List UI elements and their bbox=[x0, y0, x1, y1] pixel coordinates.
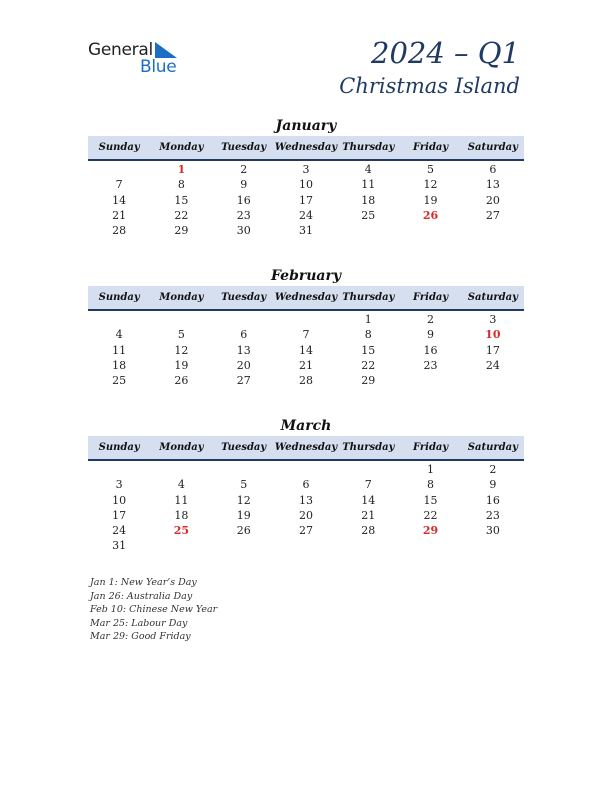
day-cell: 6 bbox=[489, 163, 497, 176]
weekday-header bbox=[88, 436, 524, 461]
week-row bbox=[88, 177, 524, 192]
day-cell: 14 bbox=[112, 193, 127, 207]
day-cell: 20 bbox=[298, 508, 313, 522]
day-cell: 3 bbox=[302, 163, 310, 176]
weekday-label: Wednesday bbox=[274, 292, 338, 303]
week-row bbox=[88, 312, 524, 327]
weekday-label: Wednesday bbox=[274, 142, 338, 153]
day-cell: 8 bbox=[177, 178, 185, 192]
day-cell: 23 bbox=[485, 508, 500, 522]
day-cell: 13 bbox=[485, 178, 500, 192]
day-cell bbox=[88, 162, 150, 177]
day-cell bbox=[399, 538, 461, 553]
day-cell bbox=[275, 538, 337, 553]
day-cell: 24 bbox=[298, 208, 313, 222]
day-cell: 27 bbox=[298, 524, 313, 538]
holiday-notes bbox=[90, 576, 217, 644]
day-cell: 2 bbox=[427, 313, 435, 326]
day-cell: 9 bbox=[240, 178, 248, 192]
holiday-note: Feb 10: Chinese New Year bbox=[90, 604, 218, 616]
day-cell bbox=[275, 312, 337, 327]
day-cell: 30 bbox=[236, 224, 251, 238]
day-cell: 4 bbox=[364, 163, 372, 176]
weekday-label: Thursday bbox=[342, 292, 395, 303]
day-cell: 16 bbox=[485, 493, 500, 507]
day-cell: 10 bbox=[298, 178, 313, 192]
day-cell bbox=[399, 373, 461, 388]
day-cell: 31 bbox=[112, 539, 127, 553]
day-cell: 7 bbox=[302, 328, 310, 342]
holiday-note: Jan 1: New Year’s Day bbox=[90, 577, 197, 588]
weekday-label: Friday bbox=[412, 442, 449, 453]
week-row bbox=[88, 493, 524, 508]
day-cell: 11 bbox=[112, 343, 127, 357]
day-cell: 2 bbox=[240, 163, 248, 176]
day-cell: 6 bbox=[240, 328, 248, 342]
day-cell bbox=[462, 538, 524, 553]
day-cell: 31 bbox=[298, 224, 313, 238]
month-february bbox=[88, 267, 524, 388]
weekday-label: Friday bbox=[412, 142, 449, 153]
day-cell: 3 bbox=[115, 478, 123, 492]
day-cell: 1 bbox=[427, 463, 435, 476]
day-cell: 16 bbox=[236, 193, 251, 207]
weekday-label: Sunday bbox=[98, 442, 140, 453]
day-cell bbox=[150, 538, 212, 553]
day-cell bbox=[337, 223, 399, 238]
day-cell: 29 bbox=[174, 224, 189, 238]
day-cell: 13 bbox=[236, 343, 251, 357]
logo-text-general: General bbox=[88, 40, 153, 60]
day-cell bbox=[337, 462, 399, 477]
day-cell: 14 bbox=[361, 493, 376, 507]
day-cell: 12 bbox=[423, 178, 438, 192]
holiday-note: Jan 26: Australia Day bbox=[90, 590, 193, 602]
weekday-label: Thursday bbox=[342, 442, 395, 453]
month-march bbox=[88, 417, 524, 554]
day-cell: 18 bbox=[361, 193, 376, 207]
week-row bbox=[88, 477, 524, 492]
holiday-note: Mar 25: Labour Day bbox=[90, 617, 188, 629]
day-cell: 22 bbox=[423, 508, 438, 522]
day-cell: 20 bbox=[236, 358, 251, 372]
day-cell bbox=[88, 462, 150, 477]
day-cell: 13 bbox=[298, 493, 313, 507]
day-cell: 21 bbox=[112, 208, 127, 222]
holiday-day-cell: 1 bbox=[177, 163, 186, 176]
day-cell: 30 bbox=[485, 524, 500, 538]
day-cell bbox=[337, 538, 399, 553]
day-cell: 17 bbox=[112, 508, 127, 522]
day-cell: 27 bbox=[236, 374, 251, 388]
week-row bbox=[88, 508, 524, 523]
day-cell: 22 bbox=[174, 208, 189, 222]
day-cell: 25 bbox=[361, 208, 376, 222]
day-cell: 23 bbox=[423, 358, 438, 372]
week-row bbox=[88, 162, 524, 177]
month-name: February bbox=[270, 268, 341, 284]
week-row bbox=[88, 462, 524, 477]
day-cell: 18 bbox=[174, 508, 189, 522]
day-cell: 15 bbox=[174, 193, 189, 207]
page-subtitle: Christmas Island bbox=[339, 74, 520, 98]
holiday-day-cell: 25 bbox=[173, 524, 190, 538]
month-name: January bbox=[275, 118, 337, 134]
day-cell bbox=[213, 538, 275, 553]
day-cell: 6 bbox=[302, 478, 310, 492]
logo-text-blue: Blue bbox=[140, 57, 177, 77]
week-row bbox=[88, 223, 524, 238]
weekday-label: Sunday bbox=[98, 142, 140, 153]
weekday-header bbox=[88, 286, 524, 311]
day-cell: 24 bbox=[112, 524, 127, 538]
day-cell: 19 bbox=[174, 358, 189, 372]
day-cell: 28 bbox=[361, 524, 376, 538]
day-cell bbox=[150, 462, 212, 477]
weekday-label: Wednesday bbox=[274, 442, 338, 453]
week-row bbox=[88, 373, 524, 388]
weekday-label: Tuesday bbox=[221, 442, 267, 453]
day-cell: 17 bbox=[298, 193, 313, 207]
day-cell: 8 bbox=[427, 478, 435, 492]
day-cell: 26 bbox=[236, 524, 251, 538]
weekday-label: Tuesday bbox=[221, 142, 267, 153]
day-cell: 14 bbox=[298, 343, 313, 357]
weekday-label: Saturday bbox=[467, 292, 518, 303]
day-cell: 9 bbox=[489, 478, 497, 492]
day-cell: 15 bbox=[423, 493, 438, 507]
day-cell: 23 bbox=[236, 208, 251, 222]
holiday-day-cell: 10 bbox=[485, 328, 501, 342]
weekday-label: Monday bbox=[159, 442, 204, 453]
week-row bbox=[88, 193, 524, 208]
day-cell: 28 bbox=[112, 224, 127, 238]
day-cell: 28 bbox=[298, 374, 313, 388]
day-cell: 27 bbox=[485, 208, 500, 222]
week-row bbox=[88, 523, 524, 538]
holiday-note: Mar 29: Good Friday bbox=[90, 631, 191, 643]
week-row bbox=[88, 358, 524, 373]
day-cell: 20 bbox=[485, 193, 500, 207]
day-cell: 1 bbox=[364, 313, 372, 326]
day-cell bbox=[88, 312, 150, 327]
day-cell: 16 bbox=[423, 343, 438, 357]
day-cell: 21 bbox=[361, 508, 376, 522]
day-cell: 5 bbox=[427, 163, 435, 176]
day-cell: 5 bbox=[240, 478, 248, 492]
day-cell: 11 bbox=[174, 493, 189, 507]
day-cell: 15 bbox=[361, 343, 376, 357]
generalblue-logo bbox=[88, 40, 188, 80]
day-cell: 24 bbox=[485, 358, 500, 372]
day-cell: 3 bbox=[489, 313, 497, 326]
weekday-label: Friday bbox=[412, 292, 449, 303]
day-cell: 22 bbox=[361, 358, 376, 372]
day-cell: 5 bbox=[177, 328, 185, 342]
week-row bbox=[88, 327, 524, 342]
day-cell: 25 bbox=[112, 374, 127, 388]
holiday-day-cell: 29 bbox=[422, 524, 439, 538]
page-title: 2024 – Q1 bbox=[371, 36, 520, 70]
day-cell: 8 bbox=[364, 328, 372, 342]
day-cell: 19 bbox=[236, 508, 251, 522]
day-cell: 7 bbox=[364, 478, 372, 492]
weekday-header bbox=[88, 136, 524, 161]
day-cell bbox=[150, 312, 212, 327]
day-cell: 12 bbox=[174, 343, 189, 357]
weekday-label: Sunday bbox=[98, 292, 140, 303]
weekday-label: Saturday bbox=[467, 142, 518, 153]
day-cell: 4 bbox=[115, 328, 123, 342]
week-row bbox=[88, 538, 524, 553]
day-cell bbox=[213, 312, 275, 327]
logo-triangle-icon bbox=[155, 42, 177, 58]
day-cell: 9 bbox=[427, 328, 435, 342]
day-cell bbox=[462, 223, 524, 238]
weekday-label: Monday bbox=[159, 142, 204, 153]
day-cell bbox=[275, 462, 337, 477]
day-cell: 12 bbox=[236, 493, 251, 507]
day-cell: 18 bbox=[112, 358, 127, 372]
day-cell: 10 bbox=[112, 493, 127, 507]
month-name: March bbox=[280, 418, 332, 434]
day-cell bbox=[213, 462, 275, 477]
weekday-label: Saturday bbox=[467, 442, 518, 453]
week-row bbox=[88, 343, 524, 358]
weekday-label: Monday bbox=[159, 292, 204, 303]
day-cell: 2 bbox=[489, 463, 497, 476]
weekday-label: Tuesday bbox=[221, 292, 267, 303]
weekday-label: Thursday bbox=[342, 142, 395, 153]
day-cell: 29 bbox=[361, 374, 376, 388]
day-cell bbox=[399, 223, 461, 238]
day-cell: 26 bbox=[174, 374, 189, 388]
day-cell: 4 bbox=[177, 478, 185, 492]
day-cell: 7 bbox=[115, 178, 123, 192]
week-row bbox=[88, 208, 524, 223]
day-cell bbox=[462, 373, 524, 388]
holiday-day-cell: 26 bbox=[422, 208, 439, 222]
day-cell: 11 bbox=[361, 178, 376, 192]
day-cell: 17 bbox=[485, 343, 500, 357]
day-cell: 21 bbox=[298, 358, 313, 372]
month-january bbox=[88, 117, 524, 238]
day-cell: 19 bbox=[423, 193, 438, 207]
